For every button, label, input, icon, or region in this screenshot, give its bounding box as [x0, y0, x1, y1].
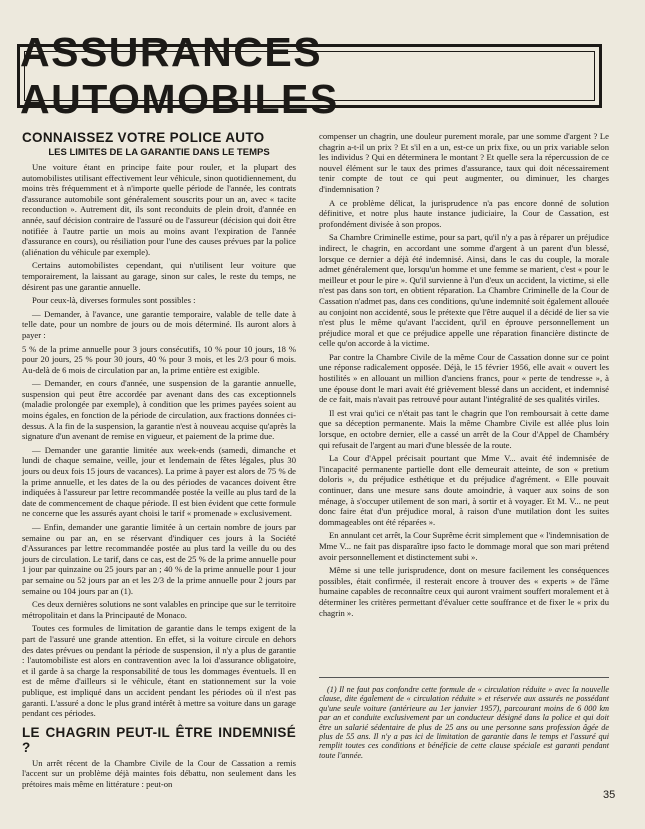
title-banner — [17, 29, 602, 122]
section1-heading: CONNAISSEZ VOTRE POLICE AUTO — [22, 130, 265, 145]
paragraph: compenser un chagrin, une douleur purement morale, par une somme d'argent ? Le chagrin a-t-il un prix ? Et s'il en a un, est-ce un prix fixe, ou un prix variable selon les individus ? Qui en déterminera le montant ? Et quelle sera la répercussion de ce nouvel élément sur le taux des primes d'assurance, taux qui doit nécessairement tenir compte de tout ce qui peut augmenter, ou diminuer, les charges d'indemnisation ? — [319, 131, 609, 194]
right-column — [319, 131, 609, 621]
paragraph: — Enfin, demander une garantie limitée à un certain nombre de jours par semaine ou par an, en se réservant d'indiquer ces jours à la Société d'Assurances par lettre recommandée postée au plus tard la veille du ou des jours de circulation. Le tarif, dans ce cas, est de 25 % de la prime annuelle pour 1 jour par quinzaine ou 25 jours par an ; 40 % de la prime annuelle pour 1 jour par semaine ou 52 jours par an et les 2/3 de la prime annuelle pour 2 jours par semaine ou 104 jours par an (1). — [22, 522, 296, 596]
paragraph: A ce problème délicat, la jurisprudence n'a pas encore donné de solution définitive, et notre plus haute instance judiciaire, la Cour de Cassation, est profondément divisée à son propos. — [319, 197, 609, 229]
paragraph: Toutes ces formules de limitation de garantie dans le temps exigent de la part de l'assuré une grande attention. En effet, si la voiture circule en dehors des dates prévues ou pendant la période de suspension, il n'y a plus de garantie : l'automobiliste est alors en contravention avec la loi d'assurance obligatoire, et il garde à sa charge la responsabilité de tous les dommages éventuels. Il en est de même d'ailleurs si le véhicule, étant en stationnement sur la voie publique, est impliqué dans un accident pendant les périodes où il n'est pas garanti. L'assuré a donc le plus grand intérêt à mettre sa voiture dans un garage pendant ces périodes. — [22, 623, 296, 719]
footnote-text: (1) Il ne faut pas confondre cette formule de « circulation réduite » avec la nouvelle clause, dite également de « circulation réduite » et réservée aux assurés ne possédant qu'une seule voiture (antérieure au 1er janvier 1957), parcourant moins de 6 000 km par an et conduite exclusivement par un conducteur désigné dans la police et qui doit être un salarié sédentaire de plus de 25 ans ou une personne sans profession âgée de plus de 55 ans. Il n'y a pas ici de limitation de garantie dans le temps et l'assuré qui remplit toutes ces conditions et bénéficie de cette clause spéciale est garanti pendant toute l'année. — [319, 685, 609, 760]
paragraph: En annulant cet arrêt, la Cour Suprême écrit simplement que « l'indemnisation de Mme V... ne fait pas disparaître ipso facto le dommage moral que son mari prétend avoir personnellement et distinctement subi ». — [319, 530, 609, 562]
paragraph: 5 % de la prime annuelle pour 3 jours consécutifs, 10 % pour 10 jours, 18 % pour 20 jours, 25 % pour 30 jours, 40 % pour 3 mois, et les 2/3 pour 6 mois. Au-delà de 6 mois de circulation par an, la prime entière est exigible. — [22, 343, 296, 375]
paragraph: Pour ceux-là, diverses formules sont possibles : — [32, 295, 196, 306]
page-title: ASSURANCES AUTOMOBILES — [20, 29, 339, 122]
paragraph: Un arrêt récent de la Chambre Civile de la Cour de Cassation a remis l'accent sur un problème déjà maintes fois débattu, non seulement dans les prétoires mais même en littérature : peut-on — [22, 757, 296, 789]
paragraph: Il est vrai qu'ici ce n'était pas tant le chagrin que l'on remboursait à cette dame que sa déception permanente. Mais la même Chambre Civile est allée plus loin lorsque, en octobre dernier, elle a cassé un arrêt de la Cour d'Appel de Chambéry qui refusait de l'argent au mari d'une blessée de la route. — [319, 407, 609, 450]
paragraph: Sa Chambre Criminelle estime, pour sa part, qu'il n'y a pas à réparer un préjudice indirect, le chagrin, en accordant une somme d'argent à un parent d'un blessé, lorsque ce dernier a déjà été indemnisé. Ainsi, dans le cas du couple, la morale admet généralement que, lorsqu'un homme et une femme se marient, c'est « pour le meilleur et pour le pire ». Qu'il survienne à l'un d'eux un accident, la victime, si elle n'est pas dans son tort, en obtient réparation. La Chambre Criminelle de la Cour de Cassation n'admet pas, dans ces conditions, qu'une indemnité soit également allouée au conjoint non accidenté, sous le prétexte que l'être auquel il a décidé de lier sa vie n'est plus le même qu'avant l'accident, qu'il en éprouve personnellement un préjudice moral et que ce préjudice appelle une réparation financière distincte de celle qu'on accorde à la victime. — [319, 232, 609, 349]
paragraph: La Cour d'Appel précisait pourtant que Mme V... avait été indemnisée de l'incapacité permanente partielle dont elle demeurait atteinte, de son « pretium doloris », du préjudice esthétique et du préjudice d'agrément. « Elle pouvait continuer, dans une mesure sans doute amoindrie, à vaquer aux soins de son ménage, à s'occuper utilement de son mari, à sortir et à voyager. Et M. V... ne peut donc faire état d'un préjudice moral, à raison d'une mutilation dont les suites dommageables ont été réparées ». — [319, 453, 609, 527]
section2-heading: LE CHAGRIN PEUT-IL ÊTRE INDEMNISÉ ? — [22, 724, 296, 755]
paragraph: — Demander, à l'avance, une garantie temporaire, valable de telle date à telle date, pour un nombre de jours ou de mois déterminé. Ils auront alors à payer : — [22, 308, 296, 340]
footnote — [319, 685, 609, 760]
left-column — [22, 130, 296, 792]
paragraph: Certains automobilistes cependant, qui n'utilisent leur voiture que temporairement, la laissant au garage, sinon sur cales, le reste du temps, ne désirent pas une garantie annuelle. — [22, 260, 296, 292]
paragraph: Par contre la Chambre Civile de la même Cour de Cassation donne sur ce point une réponse radicalement opposée. Déjà, le 15 février 1956, elle avait « ouvert les hostilités » en allouant un million d'anciens francs, pour « perte de tendresse », à une épouse dont le mari avait été grièvement blessé dans un accident, et indemnisé de ce fait, mais n'avait pas retrouvé pour autant l'intégralité de ses qualités viriles. — [319, 351, 609, 405]
paragraph: Une voiture étant en principe faite pour rouler, et la plupart des automobilistes utilisant effectivement leur véhicule, sinon quotidiennement, du moins très fréquemment et à n'importe quelle période de l'année, les contrats d'assurance automobile sont généralement souscrits pour un an, avec « tacite reconduction ». Autrement dit, ils sont reconduits de plein droit, d'année en année, sauf décision contraire de l'assuré ou de l'assureur (décision qui doit être notifiée à l'autre partie un mois au moins avant l'expiration de l'année d'assurance en cours), ou résiliation pour l'une des causes prévues par la police (aliénation du véhicule par exemple). — [22, 162, 296, 257]
paragraph: Ces deux dernières solutions ne sont valables en principe que sur le territoire métropolitain et dans la Principauté de Monaco. — [22, 599, 296, 620]
section1-subheading: LES LIMITES DE LA GARANTIE DANS LE TEMPS — [48, 147, 270, 158]
paragraph: Même si une telle jurisprudence, dont on mesure facilement les conséquences possibles, était confirmée, il resterait encore à trouver des « experts » de l'âme humaine capables de reconnaître ceux qui auront vraiment souffert moralement et à déterminer les critères permettant d'évaluer cette souffrance et de fixer le « prix du chagrin ». — [319, 565, 609, 618]
paragraph: — Demander, en cours d'année, une suspension de la garantie annuelle, suspension qui peut être accordée par avenant dans des cas exceptionnels (maladie prolongée par exemple), à condition que les primes payées soient au moins égales, en fonction de la période de circulation, aux fractions données ci-dessus. A la fin de la suspension, la garantie n'est à nouveau acquise qu'après la signature d'un avenant de remise en vigueur, et paiement de la prime due. — [22, 378, 296, 442]
paragraph: — Demander une garantie limitée aux week-ends (samedi, dimanche et lundi de chaque semaine, veille, jour et lendemain de fêtes légales, plus 30 jours ou deux fois 15 jours de vacances). La prime à payer est alors de 75 % de la prime annuelle, et les dates de la ou des périodes de vacances doivent être indiquées à l'assureur par lettre recommandée postée la veille au plus tard de la date de commencement de chaque période. Il est bien évident que cette formule ne concerne que les assurés ayant choisi le tarif « promenade » exclusivement. — [22, 444, 296, 519]
page-number: 35 — [603, 789, 616, 801]
footnote-divider — [319, 677, 609, 678]
